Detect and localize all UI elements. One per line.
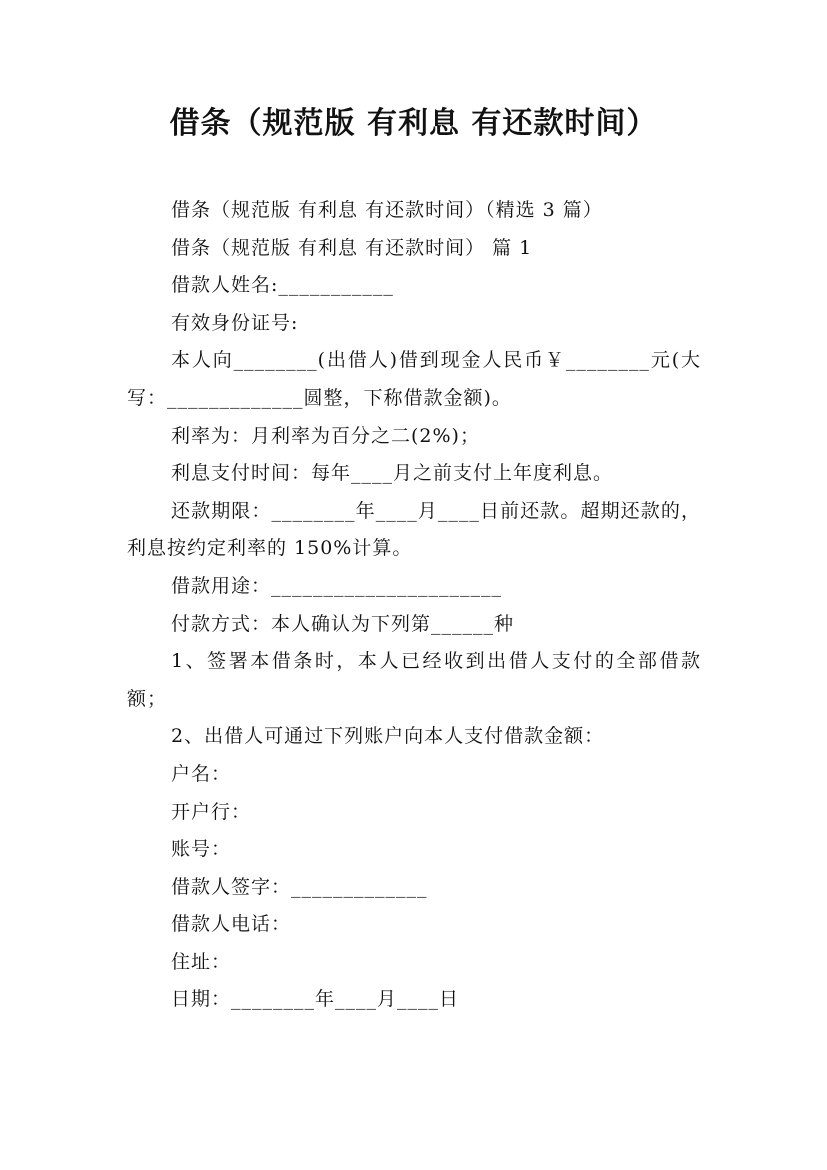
paragraph-payment-method: 付款方式：本人确认为下列第______种 [171, 612, 515, 635]
paragraph-loan-amount: 本人向________(出借人)借到现金人民币￥________元(大写：_____________圆整，下称借款金额)。 [127, 349, 701, 409]
paragraph-date: 日期：________年____月____日 [171, 988, 460, 1011]
paragraph-interest-payment-time: 利息支付时间：每年____月之前支付上年度利息。 [171, 462, 614, 485]
document-body [127, 192, 701, 1019]
paragraph-option-1: 1、签署本借条时，本人已经收到出借人支付的全部借款额； [127, 650, 701, 710]
paragraph-loan-purpose: 借款用途：______________________ [171, 574, 503, 597]
paragraph-bank: 开户行： [171, 800, 252, 823]
paragraph-address: 住址： [171, 950, 232, 973]
paragraph-account-number: 账号： [171, 838, 232, 861]
paragraph-option-2: 2、出借人可通过下列账户向本人支付借款金额： [171, 725, 605, 748]
paragraph-subtitle: 借条（规范版 有利息 有还款时间）（精选 3 篇） [171, 199, 603, 221]
paragraph-account-name: 户名： [171, 762, 232, 785]
paragraph-id-number: 有效身份证号: [171, 311, 299, 334]
paragraph-borrower-name: 借款人姓名:___________ [171, 274, 394, 297]
paragraph-section-heading: 借条（规范版 有利息 有还款时间） 篇 1 [171, 236, 533, 259]
document-title: 借条（规范版 有利息 有还款时间） [169, 106, 658, 141]
paragraph-interest-rate: 利率为：月利率为百分之二(2%)； [171, 424, 480, 447]
paragraph-repayment-deadline: 还款期限：________年____月____日前还款。超期还款的，利息按约定利率的 150%计算。 [127, 499, 701, 560]
paragraph-borrower-phone: 借款人电话： [171, 913, 292, 936]
paragraph-borrower-signature: 借款人签字：_____________ [171, 875, 428, 898]
